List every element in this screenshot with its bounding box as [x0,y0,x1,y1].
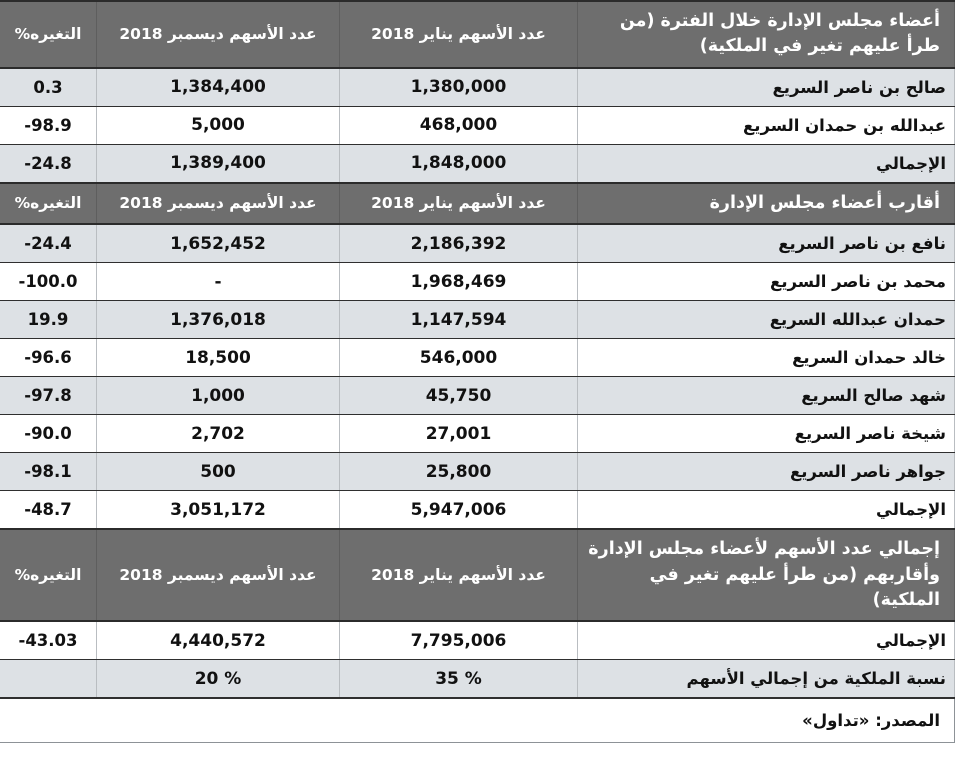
row-name: حمدان عبدالله السريع [578,301,955,339]
column-header-change-1: التغيره% [0,1,97,68]
row-change-value: -96.6 [0,339,97,377]
row-dec-value: 1,652,452 [97,224,340,263]
section-header-row-board-members [0,1,955,68]
row-name: نافع بن ناصر السريع [578,224,955,263]
row-change-value: -100.0 [0,263,97,301]
row-dec-value: - [97,263,340,301]
row-name: الإجمالي [578,144,955,183]
row-dec-value: 1,384,400 [97,68,340,107]
row-change-value: -90.0 [0,415,97,453]
row-name: محمد بن ناصر السريع [578,263,955,301]
column-header-jan-2: عدد الأسهم يناير 2018 [340,183,578,224]
row-dec-value: 4,440,572 [97,621,340,660]
row-name: شيخة ناصر السريع [578,415,955,453]
column-header-change-2: التغيره% [0,183,97,224]
column-header-dec-3: عدد الأسهم ديسمبر 2018 [97,529,340,621]
row-jan-value: 468,000 [340,106,578,144]
row-change-value: -43.03 [0,621,97,660]
table-row [0,106,955,144]
table-row [0,415,955,453]
row-dec-value: 1,376,018 [97,301,340,339]
section-title-relatives: أقارب أعضاء مجلس الإدارة [578,183,955,224]
row-name: الإجمالي [578,491,955,530]
row-dec-value: 1,389,400 [97,144,340,183]
column-header-dec-2: عدد الأسهم ديسمبر 2018 [97,183,340,224]
column-header-jan-1: عدد الأسهم يناير 2018 [340,1,578,68]
source-label: المصدر: «تداول» [0,698,955,743]
row-change-value: 0.3 [0,68,97,107]
section-header-row-grand-total [0,529,955,621]
row-name: عبدالله بن حمدان السريع [578,106,955,144]
section-header-row-relatives [0,183,955,224]
row-change-value [0,660,97,699]
row-name: خالد حمدان السريع [578,339,955,377]
row-jan-value: 27,001 [340,415,578,453]
table-row [0,301,955,339]
table-row-total [0,621,955,660]
row-jan-value: 1,848,000 [340,144,578,183]
row-change-value: -98.1 [0,453,97,491]
row-jan-value: 1,380,000 [340,68,578,107]
row-dec-value: 5,000 [97,106,340,144]
column-header-dec-1: عدد الأسهم ديسمبر 2018 [97,1,340,68]
row-jan-value: 2,186,392 [340,224,578,263]
table-row-total [0,491,955,530]
section-title-board-members: أعضاء مجلس الإدارة خلال الفترة (من طرأ عليهم تغير في الملكية) [578,1,955,68]
row-dec-value: 3,051,172 [97,491,340,530]
row-dec-value: % 20 [97,660,340,699]
row-change-value: -24.4 [0,224,97,263]
row-name: شهد صالح السريع [578,377,955,415]
row-jan-value: 1,968,469 [340,263,578,301]
table-row [0,68,955,107]
table-row [0,339,955,377]
column-header-change-3: التغيره% [0,529,97,621]
source-footer-row [0,698,955,743]
table-row [0,224,955,263]
row-name: الإجمالي [578,621,955,660]
column-header-jan-3: عدد الأسهم يناير 2018 [340,529,578,621]
table-row [0,453,955,491]
row-change-value: -98.9 [0,106,97,144]
row-name: جواهر ناصر السريع [578,453,955,491]
table-row [0,263,955,301]
row-jan-value: 7,795,006 [340,621,578,660]
table-row-total [0,144,955,183]
row-dec-value: 1,000 [97,377,340,415]
row-dec-value: 2,702 [97,415,340,453]
table-row-ownership-ratio [0,660,955,699]
row-jan-value: 5,947,006 [340,491,578,530]
row-change-value: -24.8 [0,144,97,183]
row-dec-value: 18,500 [97,339,340,377]
row-jan-value: 45,750 [340,377,578,415]
row-jan-value: 25,800 [340,453,578,491]
row-change-value: -48.7 [0,491,97,530]
section-title-grand-total: إجمالي عدد الأسهم لأعضاء مجلس الإدارة وأقاربهم (من طرأ عليهم تغير في الملكية) [578,529,955,621]
row-jan-value: 1,147,594 [340,301,578,339]
row-jan-value: % 35 [340,660,578,699]
row-jan-value: 546,000 [340,339,578,377]
table-row [0,377,955,415]
row-name: صالح بن ناصر السريع [578,68,955,107]
row-name: نسبة الملكية من إجمالي الأسهم [578,660,955,699]
row-dec-value: 500 [97,453,340,491]
row-change-value: -97.8 [0,377,97,415]
row-change-value: 19.9 [0,301,97,339]
